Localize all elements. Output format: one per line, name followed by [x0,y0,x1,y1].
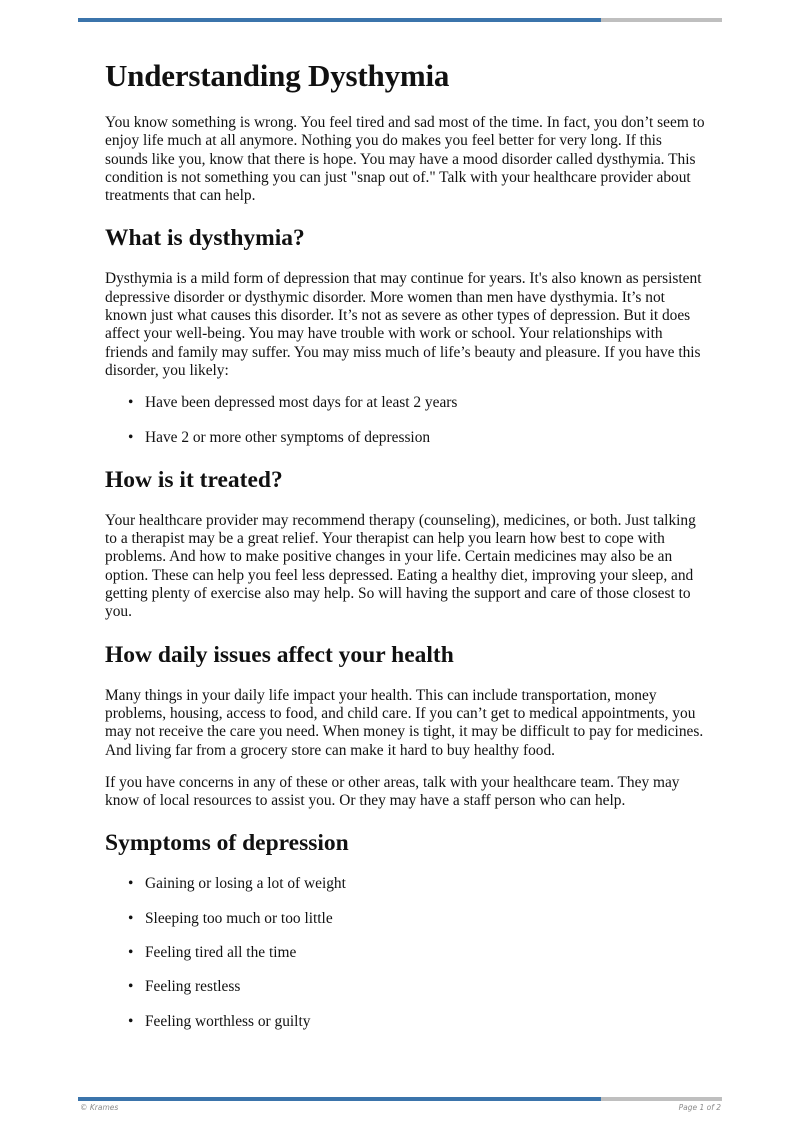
list-item-text: Feeling worthless or guilty [145,1012,311,1030]
list-item [128,978,705,996]
bullet-list [105,394,705,447]
list-item [128,909,705,928]
bullet-icon: • [128,394,134,412]
list-item [128,394,705,412]
bullet-icon: • [128,978,134,996]
bullet-list [105,875,705,1030]
list-item-text: Have 2 or more other symptoms of depression [145,428,431,446]
section-heading: How is it treated? [105,466,283,493]
list-item-text: Have been depressed most days for at least 2 years [145,394,458,412]
section-what-is-dysthymia [105,223,705,446]
footer-rule [78,1097,722,1101]
document-body [105,56,705,1047]
list-item-text: Sleeping too much or too little [145,909,333,927]
list-item [128,875,705,893]
intro-paragraph: You know something is wrong. You feel tired and sad most of the time. In fact, you don’t seem to enjoy life much at all anymore. Nothing you do makes you feel better for very long. If this sounds like you, know that there is hope. You may have a mood disorder called dysthymia. This condition is not something you can just "snap out of." Talk with your healthcare provider about treatments that can help. [105,114,705,205]
page-title: Understanding Dysthymia [105,58,450,93]
header-rule-accent [78,18,601,22]
list-item-text: Feeling tired all the time [145,944,297,962]
section-daily-issues [105,640,705,811]
section-heading: Symptoms of depression [105,830,349,857]
section-paragraph: If you have concerns in any of these or other areas, talk with your healthcare team. They may know of local resources to assist you. Or they may have a staff person who can help. [105,773,680,810]
section-symptoms [105,828,705,1030]
header-rule [78,18,722,22]
list-item [128,428,705,447]
bullet-icon: • [128,875,134,893]
bullet-icon: • [128,909,134,927]
footer-rule-gray [601,1097,722,1101]
list-item [128,944,705,962]
header-rule-gray [601,18,722,22]
list-item [128,1012,705,1031]
footer-copyright: © Krames [80,1103,119,1112]
footer-rule-accent [78,1097,601,1101]
section-paragraph: Your healthcare provider may recommend therapy (counseling), medicines, or both. Just talking to a therapist may be a great relief. Your therapist can help you learn how best to cope with problems. And how to make positive changes in your life. Certain medicines may also be an option. These can help you feel less depressed. Eating a healthy diet, improving your sleep, and getting plenty of exercise also may help. So will having the support and care of those closest to you. [105,511,696,621]
list-item-text: Gaining or losing a lot of weight [145,875,346,893]
bullet-icon: • [128,944,134,962]
bullet-icon: • [128,1012,134,1030]
section-heading: How daily issues affect your health [105,641,454,668]
section-how-is-it-treated [105,465,705,622]
bullet-icon: • [128,428,134,446]
section-heading: What is dysthymia? [105,225,305,252]
footer-page-indicator: Page 1 of 2 [678,1103,721,1112]
section-paragraph: Many things in your daily life impact your health. This can include transportation, money problems, housing, access to food, and child care. If you can’t get to medical appointments, you may not receive the care you need. When money is tight, it may be difficult to pay for medicines. And living far from a grocery store can make it hard to buy healthy food. [105,686,704,759]
section-paragraph: Dysthymia is a mild form of depression that may continue for years. It's also known as persistent depressive disorder or dysthymic disorder. More women than men have dysthymia. It’s not known just what causes this disorder. It’s not as severe as other types of depression. But it does affect your well-being. You may have trouble with work or school. Your relationships with friends and family may suffer. You may miss much of life’s beauty and pleasure. If you have this disorder, you likely: [105,270,702,379]
list-item-text: Feeling restless [145,978,241,996]
